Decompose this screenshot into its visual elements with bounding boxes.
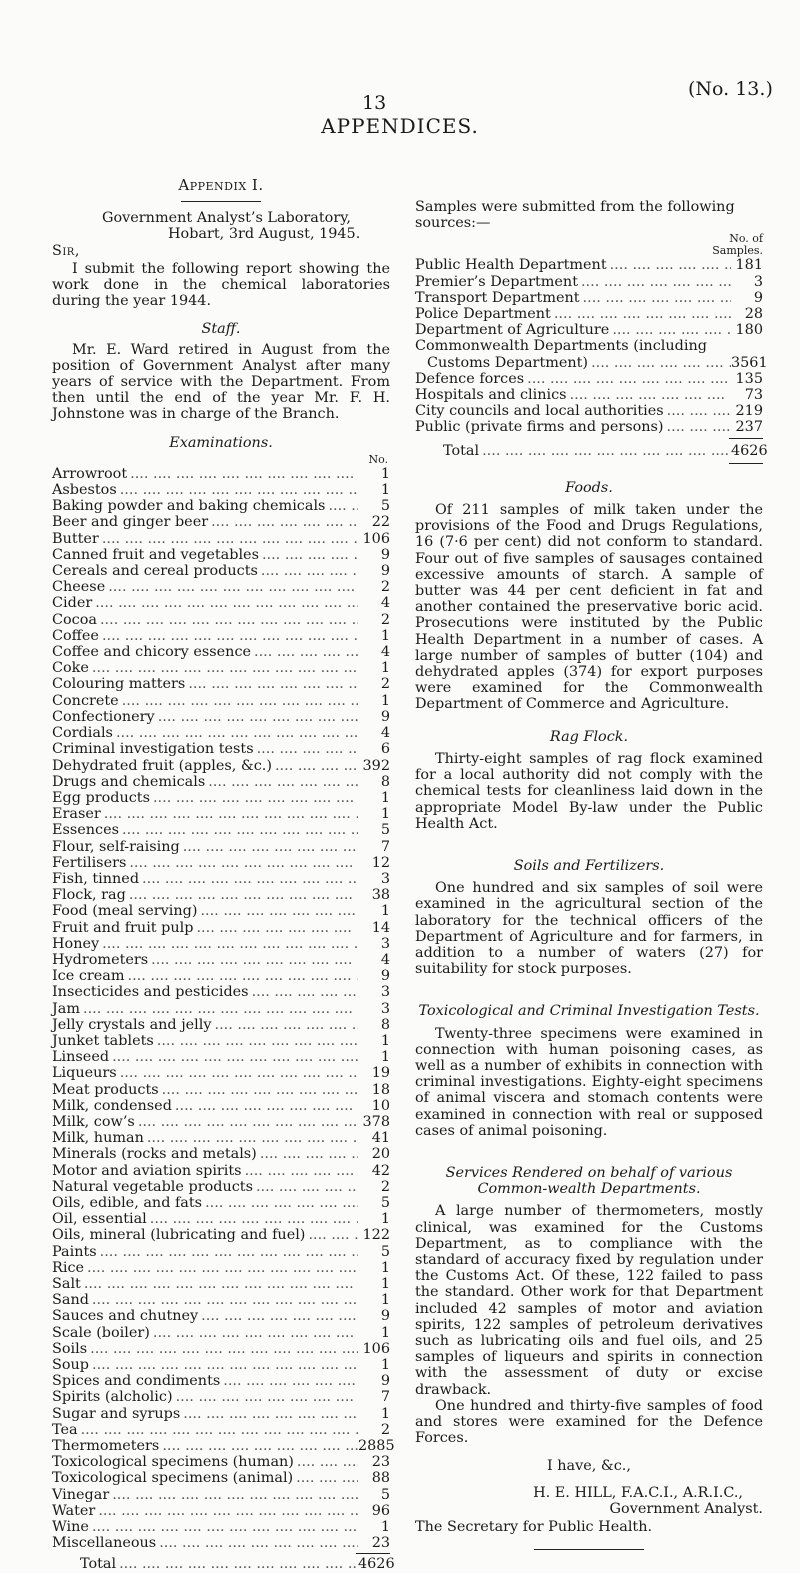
row-value: 14 bbox=[371, 919, 390, 936]
row-label: Premier’s Department bbox=[415, 273, 578, 290]
exam-row bbox=[52, 1033, 390, 1049]
row-value: 2 bbox=[380, 1421, 390, 1438]
row-label: Junket tablets bbox=[52, 1032, 154, 1049]
row-label: Eraser bbox=[52, 806, 101, 823]
row-value: 9 bbox=[380, 1308, 390, 1325]
row-label: Concrete bbox=[52, 692, 119, 709]
row-value: 1 bbox=[380, 660, 390, 677]
row-value: 219 bbox=[735, 403, 763, 420]
row-value: 6 bbox=[380, 741, 390, 758]
foods-paragraph: Of 211 samples of milk taken under the provisions of the Food and Drugs Regulations, 16 (7·6 per cent) did not conform to standard. Four out of five samples of sausages contained excessive amounts of starch. A sample of butter was 44 per cent deficient in fat and another contained the preservative boric acid. Prosecutions were instituted by the Public Health Department in a number of cases. A large number of samples of butter (104) and dehydrated apples (374) for export purposes were examined for the Commonwealth Department of Commerce and Agriculture. bbox=[415, 502, 763, 713]
row-value: 1 bbox=[380, 1259, 390, 1276]
row-value: 7 bbox=[380, 838, 390, 855]
exam-row bbox=[52, 984, 390, 1000]
exam-row bbox=[52, 903, 390, 919]
row-value: 1 bbox=[380, 1405, 390, 1422]
row-label: Wine bbox=[52, 1519, 89, 1536]
exam-row bbox=[52, 887, 390, 903]
foods-heading: Foods. bbox=[565, 479, 613, 496]
signatory-title: Government Analyst. bbox=[609, 1500, 763, 1517]
row-value: 8 bbox=[380, 1016, 390, 1033]
row-label: Coffee bbox=[52, 627, 99, 644]
sources-total-label: Total bbox=[443, 442, 480, 459]
row-value: 9 bbox=[753, 289, 763, 306]
row-value: 7 bbox=[380, 1389, 390, 1406]
place-date: Hobart, 3rd August, 1945. bbox=[168, 226, 361, 243]
row-value: 5 bbox=[380, 1194, 390, 1211]
sources-list bbox=[415, 257, 763, 338]
row-value: 1 bbox=[380, 465, 390, 482]
row-label: Linseed bbox=[52, 1049, 110, 1066]
exam-row bbox=[52, 1227, 390, 1243]
exam-row bbox=[52, 563, 390, 579]
row-label: Honey bbox=[52, 935, 100, 952]
closing: I have, &c., bbox=[547, 1458, 631, 1475]
signatory: H. E. HILL, F.A.C.I., A.R.I.C., bbox=[533, 1484, 743, 1501]
commonwealth-value: 3561 bbox=[731, 354, 768, 371]
source-row bbox=[415, 419, 763, 435]
commonwealth-line-2: Customs Department) bbox=[427, 354, 589, 371]
staff-heading: Staff. bbox=[201, 321, 241, 338]
row-value: 9 bbox=[380, 968, 390, 985]
exam-row bbox=[52, 968, 390, 984]
row-label: Sauces and chutney bbox=[52, 1308, 199, 1325]
row-value: 3 bbox=[380, 984, 390, 1001]
examinations-heading: Examinations. bbox=[169, 434, 273, 451]
row-label: Toxicological specimens (animal) bbox=[52, 1470, 294, 1487]
exam-row bbox=[52, 1454, 390, 1470]
exam-row bbox=[52, 1244, 390, 1260]
row-value: 3 bbox=[380, 870, 390, 887]
row-label: Butter bbox=[52, 530, 99, 547]
exam-row bbox=[52, 1325, 390, 1341]
row-value: 1 bbox=[380, 1211, 390, 1228]
exam-row bbox=[52, 1049, 390, 1065]
row-label: Baking powder and baking chemicals bbox=[52, 498, 326, 515]
row-label: Meat products bbox=[52, 1081, 159, 1098]
toxicology-heading: Toxicological and Criminal Investigation Tests. bbox=[418, 1003, 760, 1020]
row-value: 1 bbox=[380, 1292, 390, 1309]
row-value: 9 bbox=[380, 546, 390, 563]
exam-row bbox=[52, 498, 390, 514]
row-value: 1 bbox=[380, 1357, 390, 1374]
row-value: 5 bbox=[380, 822, 390, 839]
sources-intro: Samples were submitted from the following sources:— bbox=[415, 199, 735, 232]
row-label: Rice bbox=[52, 1259, 85, 1276]
commonwealth-line: Commonwealth Departments (including bbox=[415, 338, 707, 355]
row-value: 4 bbox=[380, 951, 390, 968]
row-label: Ice cream bbox=[52, 968, 125, 985]
left-column bbox=[52, 176, 395, 1573]
row-label: Fish, tinned bbox=[52, 870, 140, 887]
exam-row bbox=[52, 790, 390, 806]
exam-row bbox=[52, 839, 390, 855]
row-label: Oil, essential bbox=[52, 1211, 147, 1228]
sources-column-header bbox=[415, 233, 763, 257]
exam-row bbox=[52, 1146, 390, 1162]
exam-row bbox=[52, 1276, 390, 1292]
row-value: 5 bbox=[380, 498, 390, 515]
exam-row bbox=[52, 1195, 390, 1211]
row-label: Police Department bbox=[415, 306, 551, 323]
row-label: Jam bbox=[52, 1000, 80, 1017]
source-row bbox=[415, 290, 763, 306]
row-label: Cereals and cereal products bbox=[52, 563, 258, 580]
exam-row bbox=[52, 1130, 390, 1146]
exam-row bbox=[52, 1389, 390, 1405]
row-label: Hospitals and clinics bbox=[415, 387, 567, 404]
row-value: 1 bbox=[380, 627, 390, 644]
soils-paragraph: One hundred and six samples of soil were examined in the agricultural section of the laboratory for the technical officers of the Department of Agriculture and for farmers, in addition to a number of waters (27) for suitability for stock purposes. bbox=[415, 880, 763, 978]
row-value: 22 bbox=[371, 514, 390, 531]
row-value: 4 bbox=[380, 595, 390, 612]
row-value: 96 bbox=[371, 1502, 390, 1519]
exam-row bbox=[52, 822, 390, 838]
row-label: Natural vegetable products bbox=[52, 1178, 253, 1195]
row-label: Vinegar bbox=[52, 1486, 110, 1503]
exam-row bbox=[52, 758, 390, 774]
exam-row bbox=[52, 709, 390, 725]
row-value: 19 bbox=[371, 1065, 390, 1082]
exam-row bbox=[52, 1292, 390, 1308]
appendix-title: Appendix I. bbox=[178, 176, 264, 194]
row-value: 73 bbox=[744, 387, 763, 404]
exam-row bbox=[52, 531, 390, 547]
row-value: 1 bbox=[380, 1276, 390, 1292]
row-label: Thermometers bbox=[52, 1438, 160, 1455]
row-value: 23 bbox=[371, 1454, 390, 1471]
source-row bbox=[415, 387, 763, 403]
page-number: 13 bbox=[362, 92, 387, 114]
row-value: 41 bbox=[371, 1130, 390, 1147]
row-label: Sugar and syrups bbox=[52, 1405, 181, 1422]
row-label: Confectionery bbox=[52, 708, 155, 725]
exam-row bbox=[52, 466, 390, 482]
row-value: 38 bbox=[371, 887, 390, 904]
exam-row bbox=[52, 1503, 390, 1519]
row-value: 1 bbox=[380, 1519, 390, 1536]
exam-row bbox=[52, 1519, 390, 1535]
exam-row bbox=[52, 514, 390, 530]
row-value: 1 bbox=[380, 789, 390, 806]
row-value: 2 bbox=[380, 1178, 390, 1195]
exam-row bbox=[52, 660, 390, 676]
document-number: (No. 13.) bbox=[688, 78, 773, 100]
row-value: 4 bbox=[380, 644, 390, 661]
row-value: 392 bbox=[362, 757, 390, 774]
sources-header-line: Samples. bbox=[712, 244, 763, 258]
source-row bbox=[415, 257, 763, 273]
row-value: 88 bbox=[371, 1470, 390, 1487]
row-label: Salt bbox=[52, 1276, 81, 1292]
row-label: Jelly crystals and jelly bbox=[52, 1016, 212, 1033]
row-value: 3 bbox=[380, 935, 390, 952]
row-value: 1 bbox=[380, 1049, 390, 1066]
sources-total-value: 4626 bbox=[731, 442, 768, 459]
row-label: Paints bbox=[52, 1243, 97, 1260]
divider bbox=[534, 1549, 644, 1550]
staff-paragraph: Mr. E. Ward retired in August from the position of Government Analyst after many years of service with the Department. From then until the end of the year Mr. F. H. Johnstone was in charge of the Branch. bbox=[52, 341, 390, 423]
row-value: 237 bbox=[735, 419, 763, 436]
divider bbox=[181, 201, 261, 202]
row-label: Fertilisers bbox=[52, 854, 127, 871]
row-value: 18 bbox=[371, 1081, 390, 1098]
row-label: Canned fruit and vegetables bbox=[52, 546, 259, 563]
row-label: Flour, self-raising bbox=[52, 838, 180, 855]
exam-row bbox=[52, 1341, 390, 1357]
row-label: Essences bbox=[52, 822, 120, 839]
row-label: Dehydrated fruit (apples, &c.) bbox=[52, 757, 272, 774]
row-label: Flock, rag bbox=[52, 887, 126, 904]
exam-row bbox=[52, 1163, 390, 1179]
divider bbox=[729, 463, 763, 464]
rag-flock-paragraph: Thirty-eight samples of rag flock examined for a local authority did not comply with the chemical tests for cleanliness laid down in the appropriate Model By-law under the Public Health Act. bbox=[415, 750, 763, 832]
row-label: Food (meal serving) bbox=[52, 903, 198, 920]
row-label: Coke bbox=[52, 660, 89, 677]
row-label: Spices and condiments bbox=[52, 1373, 221, 1390]
row-label: Scale (boiler) bbox=[52, 1324, 150, 1341]
exam-row bbox=[52, 1308, 390, 1324]
toxicology-paragraph: Twenty-three specimens were examined in connection with human poisoning cases, as well as a number of exhibits in connection with criminal investigations. Eighty-eight specimens of animal viscera and stomach contents were examined in connection with real or supposed cases of animal poisoning. bbox=[415, 1025, 763, 1139]
row-label: Miscellaneous bbox=[52, 1535, 157, 1552]
exam-row bbox=[52, 952, 390, 968]
row-label: Milk, human bbox=[52, 1130, 144, 1147]
exam-row bbox=[52, 871, 390, 887]
row-value: 1 bbox=[380, 1032, 390, 1049]
exam-row bbox=[52, 1373, 390, 1389]
row-label: Milk, condensed bbox=[52, 1097, 172, 1114]
row-value: 8 bbox=[380, 773, 390, 790]
row-label: Insecticides and pesticides bbox=[52, 984, 249, 1001]
source-row bbox=[415, 322, 763, 338]
row-label: Tea bbox=[52, 1421, 78, 1438]
exam-row bbox=[52, 579, 390, 595]
row-value: 135 bbox=[735, 370, 763, 387]
exam-row bbox=[52, 1017, 390, 1033]
appendices-heading: APPENDICES. bbox=[321, 114, 479, 138]
row-value: 5 bbox=[380, 1243, 390, 1260]
sources-list-2 bbox=[415, 371, 763, 436]
exam-row bbox=[52, 693, 390, 709]
row-label: Milk, cow’s bbox=[52, 1113, 135, 1130]
row-label: Minerals (rocks and metals) bbox=[52, 1146, 257, 1163]
row-value: 2 bbox=[380, 579, 390, 596]
row-value: 106 bbox=[362, 530, 390, 547]
exam-row bbox=[52, 628, 390, 644]
row-label: Drugs and chemicals bbox=[52, 773, 206, 790]
row-value: 5 bbox=[380, 1486, 390, 1503]
row-value: 2885 bbox=[358, 1438, 395, 1455]
row-value: 2 bbox=[380, 676, 390, 693]
row-value: 106 bbox=[362, 1340, 390, 1357]
examinations-list bbox=[52, 465, 395, 1552]
row-value: 378 bbox=[362, 1113, 390, 1130]
exam-row bbox=[52, 482, 390, 498]
row-value: 1 bbox=[380, 482, 390, 499]
divider bbox=[356, 1553, 390, 1554]
row-label: Water bbox=[52, 1502, 96, 1519]
exam-row bbox=[52, 774, 390, 790]
defence-paragraph: One hundred and thirty-five samples of food and stores were examined for the Defence Forces. bbox=[415, 1397, 763, 1447]
exam-row bbox=[52, 1114, 390, 1130]
services-heading: Services Rendered on behalf of various Common-wealth Departments. bbox=[445, 1164, 733, 1198]
row-label: Cocoa bbox=[52, 611, 97, 628]
source-row bbox=[415, 274, 763, 290]
row-value: 12 bbox=[371, 854, 390, 871]
source-row bbox=[415, 403, 763, 419]
row-value: 20 bbox=[371, 1146, 390, 1163]
row-value: 180 bbox=[735, 322, 763, 339]
right-column bbox=[415, 199, 768, 1550]
row-value: 9 bbox=[380, 708, 390, 725]
row-value: 4 bbox=[380, 725, 390, 742]
exam-row bbox=[52, 725, 390, 741]
row-label: Cordials bbox=[52, 725, 113, 742]
exam-row bbox=[52, 1179, 390, 1195]
exam-row bbox=[52, 806, 390, 822]
row-label: Asbestos bbox=[52, 482, 117, 499]
row-label: Fruit and fruit pulp bbox=[52, 919, 194, 936]
row-value: 9 bbox=[380, 563, 390, 580]
row-value: 2 bbox=[380, 611, 390, 628]
exam-row bbox=[52, 1098, 390, 1114]
exam-row bbox=[52, 855, 390, 871]
row-label: Egg products bbox=[52, 789, 150, 806]
row-label: Cheese bbox=[52, 579, 106, 596]
row-value: 3 bbox=[753, 273, 763, 290]
row-label: Oils, mineral (lubricating and fuel) bbox=[52, 1227, 306, 1244]
exam-row bbox=[52, 936, 390, 952]
exam-row bbox=[52, 1535, 390, 1551]
row-label: Hydrometers bbox=[52, 951, 149, 968]
row-label: Beer and ginger beer bbox=[52, 514, 209, 531]
rag-flock-heading: Rag Flock. bbox=[549, 728, 629, 745]
row-label: Liqueurs bbox=[52, 1065, 117, 1082]
exam-total-value: 4626 bbox=[358, 1556, 395, 1573]
row-label: Motor and aviation spirits bbox=[52, 1162, 242, 1179]
row-value: 1 bbox=[380, 1324, 390, 1341]
intro-paragraph: I submit the following report showing the work done in the chemical laboratories during the year 1944. bbox=[52, 260, 390, 310]
row-label: Criminal investigation tests bbox=[52, 741, 254, 758]
source-row bbox=[415, 371, 763, 387]
exam-row bbox=[52, 1422, 390, 1438]
row-value: 1 bbox=[380, 806, 390, 823]
row-value: 23 bbox=[371, 1535, 390, 1552]
exam-row bbox=[52, 741, 390, 757]
exam-row bbox=[52, 1357, 390, 1373]
row-label: Soup bbox=[52, 1357, 90, 1374]
row-value: 9 bbox=[380, 1373, 390, 1390]
row-value: 10 bbox=[371, 1097, 390, 1114]
services-paragraph: A large number of thermometers, mostly clinical, was examined for the Customs Department, as to compliance with the standard of accuracy fixed by regulation under the Customs Act. Of these, 122 failed to pass the standard. Other work for that Department included 42 samples of motor and aviation spirits, 122 samples of petroleum derivatives such as lubricating oils and fuel oils, and 25 samples of liqueurs and spirits in connection with the assessment of duty or excise drawback. bbox=[415, 1203, 763, 1398]
row-label: Department of Agriculture bbox=[415, 322, 610, 339]
row-label: Sand bbox=[52, 1292, 89, 1309]
row-label: Public Health Department bbox=[415, 257, 607, 274]
row-label: Cider bbox=[52, 595, 93, 612]
exam-total-label: Total bbox=[80, 1556, 117, 1573]
exam-row bbox=[52, 595, 390, 611]
source-row bbox=[415, 306, 763, 322]
exam-row bbox=[52, 1438, 395, 1455]
lab-name: Government Analyst’s Laboratory, bbox=[102, 210, 352, 227]
exam-row bbox=[52, 1065, 390, 1081]
exam-row bbox=[52, 676, 390, 692]
exam-row bbox=[52, 1082, 390, 1098]
exam-row bbox=[52, 1470, 390, 1486]
row-value: 42 bbox=[371, 1162, 390, 1179]
row-label: Transport Department bbox=[415, 289, 580, 306]
salutation: Sir, bbox=[52, 242, 80, 259]
row-value: 1 bbox=[380, 692, 390, 709]
soils-heading: Soils and Fertilizers. bbox=[513, 857, 665, 874]
divider bbox=[729, 438, 763, 439]
exam-row bbox=[52, 547, 390, 563]
row-value: 28 bbox=[744, 306, 763, 323]
row-label: City councils and local authorities bbox=[415, 403, 664, 420]
exam-row bbox=[52, 920, 390, 936]
row-value: 1 bbox=[380, 903, 390, 920]
row-label: Toxicological specimens (human) bbox=[52, 1454, 294, 1471]
exam-row bbox=[52, 1406, 390, 1422]
exam-row bbox=[52, 644, 390, 660]
exam-column-header: No. bbox=[368, 452, 388, 466]
row-label: Oils, edible, and fats bbox=[52, 1194, 203, 1211]
row-label: Spirits (alcholic) bbox=[52, 1389, 173, 1406]
exam-row bbox=[52, 1260, 390, 1276]
row-value: 181 bbox=[735, 257, 763, 274]
exam-row bbox=[52, 1211, 390, 1227]
row-label: Colouring matters bbox=[52, 676, 186, 693]
addressee: The Secretary for Public Health. bbox=[415, 1519, 653, 1536]
row-label: Arrowroot bbox=[52, 465, 128, 482]
row-label: Coffee and chicory essence bbox=[52, 644, 252, 661]
row-value: 122 bbox=[362, 1227, 390, 1244]
exam-row bbox=[52, 612, 390, 628]
row-label: Public (private firms and persons) bbox=[415, 419, 664, 436]
exam-row bbox=[52, 1487, 390, 1503]
exam-row bbox=[52, 1001, 390, 1017]
row-value: 3 bbox=[380, 1000, 390, 1017]
row-label: Soils bbox=[52, 1340, 88, 1357]
row-label: Defence forces bbox=[415, 370, 525, 387]
sources-header-line: No. of bbox=[729, 232, 763, 246]
